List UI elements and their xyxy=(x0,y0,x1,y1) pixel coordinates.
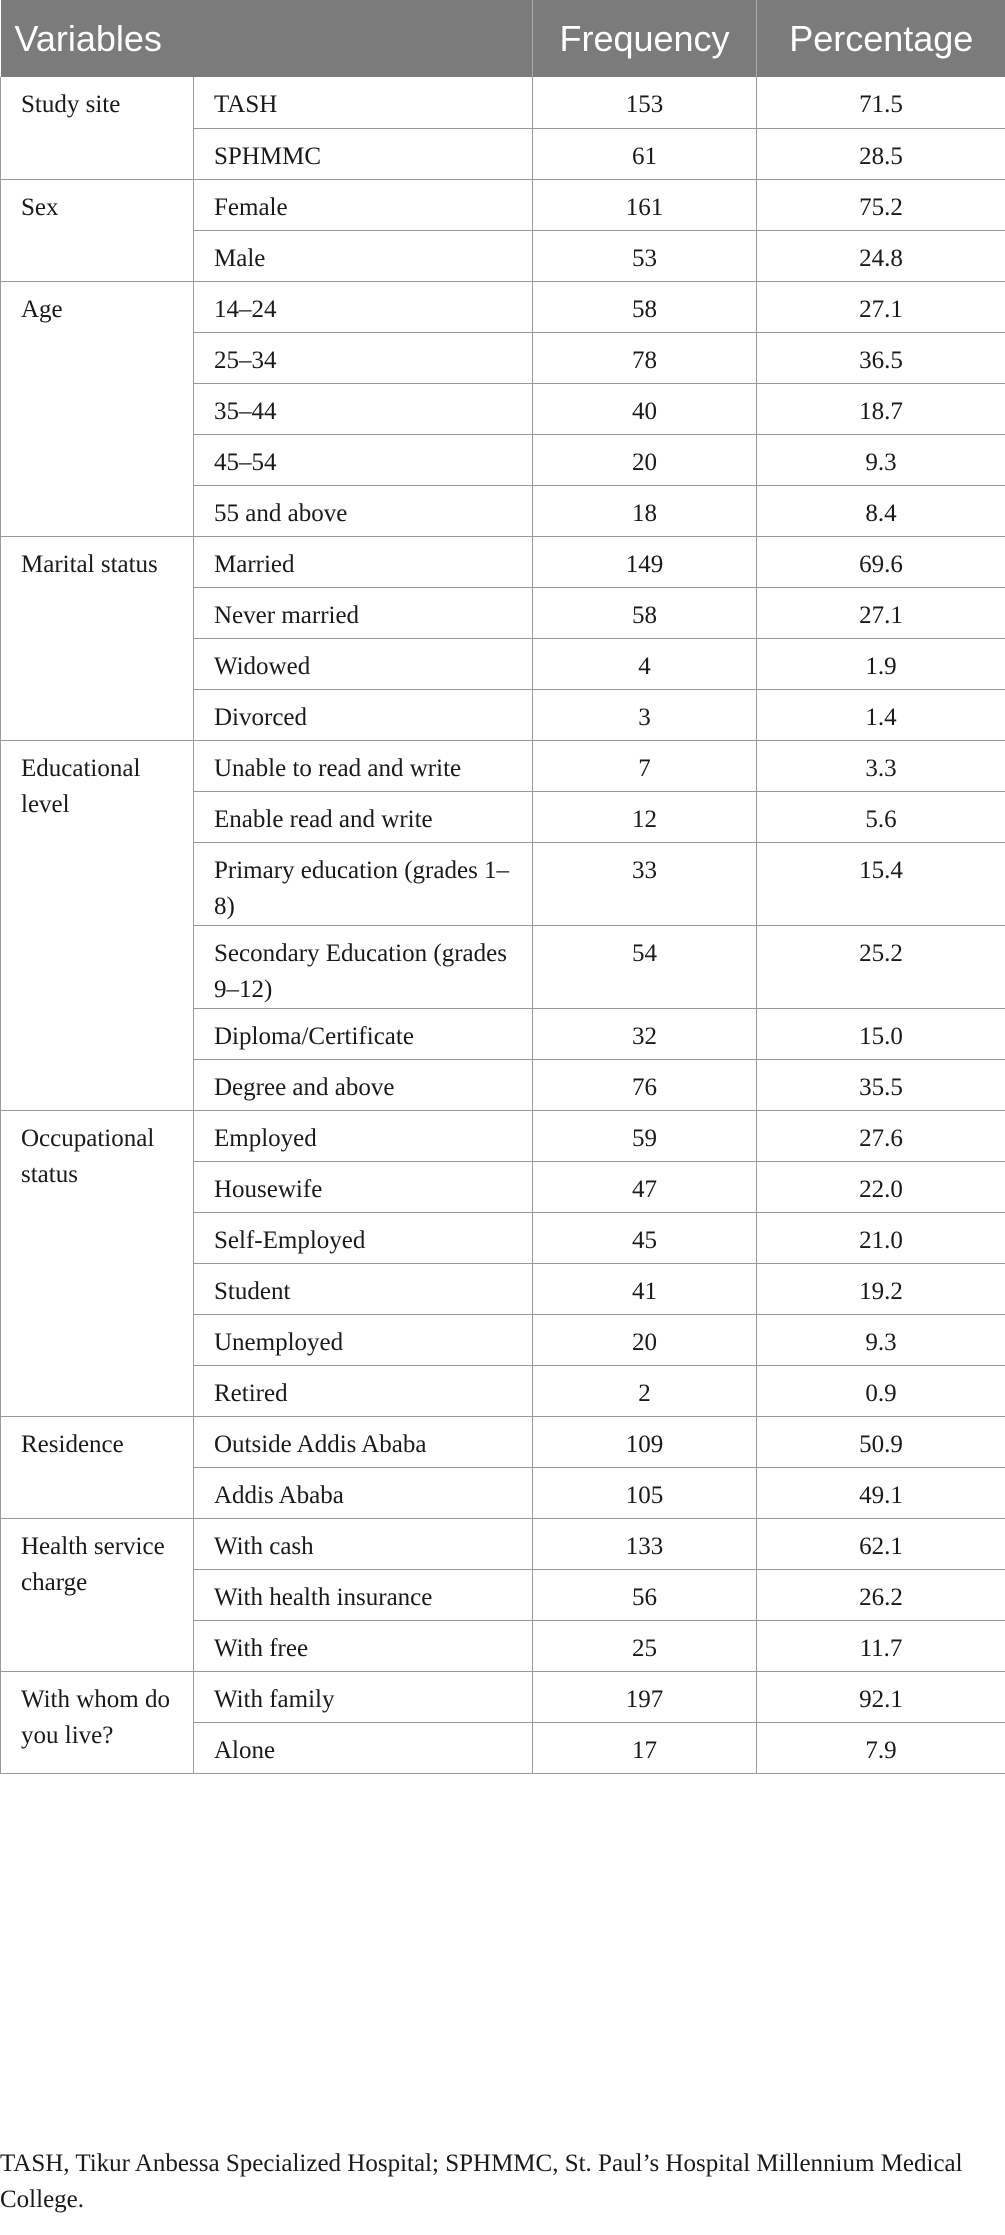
frequency-cell: 2 xyxy=(533,1365,757,1416)
header-frequency: Frequency xyxy=(533,0,757,77)
category-cell: Employed xyxy=(194,1110,533,1161)
table-row xyxy=(1,281,1005,332)
frequency-cell: 32 xyxy=(533,1008,757,1059)
category-cell: With family xyxy=(194,1671,533,1722)
frequency-cell: 33 xyxy=(533,842,757,925)
category-cell: Retired xyxy=(194,1365,533,1416)
category-cell: Married xyxy=(194,536,533,587)
variable-cell: Occupational status xyxy=(1,1110,194,1416)
percentage-cell: 1.4 xyxy=(757,689,1005,740)
variable-cell: Age xyxy=(1,281,194,536)
percentage-cell: 7.9 xyxy=(757,1722,1005,1773)
percentage-cell: 25.2 xyxy=(757,925,1005,1008)
category-cell: With free xyxy=(194,1620,533,1671)
frequency-cell: 76 xyxy=(533,1059,757,1110)
variable-cell: Study site xyxy=(1,77,194,179)
category-cell: Unable to read and write xyxy=(194,740,533,791)
frequency-cell: 4 xyxy=(533,638,757,689)
variable-cell: Residence xyxy=(1,1416,194,1518)
percentage-cell: 9.3 xyxy=(757,434,1005,485)
category-cell: With health insurance xyxy=(194,1569,533,1620)
category-cell: SPHMMC xyxy=(194,128,533,179)
category-cell: Widowed xyxy=(194,638,533,689)
category-cell: Housewife xyxy=(194,1161,533,1212)
category-cell: Alone xyxy=(194,1722,533,1773)
frequency-cell: 56 xyxy=(533,1569,757,1620)
frequency-cell: 149 xyxy=(533,536,757,587)
percentage-cell: 92.1 xyxy=(757,1671,1005,1722)
percentage-cell: 5.6 xyxy=(757,791,1005,842)
category-cell: Student xyxy=(194,1263,533,1314)
variable-cell: With whom do you live? xyxy=(1,1671,194,1773)
percentage-cell: 27.6 xyxy=(757,1110,1005,1161)
percentage-cell: 50.9 xyxy=(757,1416,1005,1467)
percentage-cell: 27.1 xyxy=(757,587,1005,638)
table-row xyxy=(1,1518,1005,1569)
percentage-cell: 9.3 xyxy=(757,1314,1005,1365)
category-cell: 25–34 xyxy=(194,332,533,383)
category-cell: Addis Ababa xyxy=(194,1467,533,1518)
table-row xyxy=(1,1110,1005,1161)
frequency-cell: 18 xyxy=(533,485,757,536)
frequency-cell: 109 xyxy=(533,1416,757,1467)
percentage-cell: 18.7 xyxy=(757,383,1005,434)
frequency-cell: 45 xyxy=(533,1212,757,1263)
category-cell: 45–54 xyxy=(194,434,533,485)
percentage-cell: 69.6 xyxy=(757,536,1005,587)
category-cell: Female xyxy=(194,179,533,230)
frequency-cell: 58 xyxy=(533,281,757,332)
category-cell: Divorced xyxy=(194,689,533,740)
category-cell: Secondary Education (grades 9–12) xyxy=(194,925,533,1008)
frequency-cell: 59 xyxy=(533,1110,757,1161)
category-cell: Primary education (grades 1–8) xyxy=(194,842,533,925)
percentage-cell: 8.4 xyxy=(757,485,1005,536)
percentage-cell: 22.0 xyxy=(757,1161,1005,1212)
frequency-cell: 197 xyxy=(533,1671,757,1722)
frequency-cell: 53 xyxy=(533,230,757,281)
frequency-cell: 41 xyxy=(533,1263,757,1314)
percentage-cell: 71.5 xyxy=(757,77,1005,128)
category-cell: TASH xyxy=(194,77,533,128)
percentage-cell: 75.2 xyxy=(757,179,1005,230)
category-cell: Self-Employed xyxy=(194,1212,533,1263)
percentage-cell: 27.1 xyxy=(757,281,1005,332)
frequency-cell: 153 xyxy=(533,77,757,128)
table-footnote: TASH, Tikur Anbessa Specialized Hospital; SPHMMC, St. Paul’s Hospital Millennium Medical College. xyxy=(0,2150,963,2213)
percentage-cell: 19.2 xyxy=(757,1263,1005,1314)
frequency-cell: 7 xyxy=(533,740,757,791)
frequency-cell: 12 xyxy=(533,791,757,842)
percentage-cell: 24.8 xyxy=(757,230,1005,281)
percentage-cell: 1.9 xyxy=(757,638,1005,689)
category-cell: Degree and above xyxy=(194,1059,533,1110)
percentage-cell: 26.2 xyxy=(757,1569,1005,1620)
category-cell: Male xyxy=(194,230,533,281)
category-cell: Never married xyxy=(194,587,533,638)
frequency-cell: 161 xyxy=(533,179,757,230)
variable-cell: Health service charge xyxy=(1,1518,194,1671)
category-cell: 55 and above xyxy=(194,485,533,536)
frequency-cell: 20 xyxy=(533,434,757,485)
table-row xyxy=(1,740,1005,791)
frequency-cell: 61 xyxy=(533,128,757,179)
percentage-cell: 0.9 xyxy=(757,1365,1005,1416)
table-header xyxy=(1,0,1005,77)
category-cell: Unemployed xyxy=(194,1314,533,1365)
table-row xyxy=(1,536,1005,587)
frequency-cell: 20 xyxy=(533,1314,757,1365)
percentage-cell: 15.4 xyxy=(757,842,1005,925)
frequency-cell: 54 xyxy=(533,925,757,1008)
table-row xyxy=(1,179,1005,230)
percentage-cell: 36.5 xyxy=(757,332,1005,383)
table-row xyxy=(1,1671,1005,1722)
frequency-cell: 17 xyxy=(533,1722,757,1773)
frequency-cell: 133 xyxy=(533,1518,757,1569)
frequency-cell: 25 xyxy=(533,1620,757,1671)
category-cell: 14–24 xyxy=(194,281,533,332)
frequency-cell: 47 xyxy=(533,1161,757,1212)
percentage-cell: 62.1 xyxy=(757,1518,1005,1569)
percentage-cell: 11.7 xyxy=(757,1620,1005,1671)
frequency-cell: 58 xyxy=(533,587,757,638)
percentage-cell: 49.1 xyxy=(757,1467,1005,1518)
percentage-cell: 21.0 xyxy=(757,1212,1005,1263)
frequency-cell: 3 xyxy=(533,689,757,740)
frequency-cell: 40 xyxy=(533,383,757,434)
variable-cell: Marital status xyxy=(1,536,194,740)
category-cell: With cash xyxy=(194,1518,533,1569)
category-cell: Outside Addis Ababa xyxy=(194,1416,533,1467)
frequency-cell: 78 xyxy=(533,332,757,383)
table-row xyxy=(1,1416,1005,1467)
percentage-cell: 15.0 xyxy=(757,1008,1005,1059)
table-body xyxy=(1,77,1005,1773)
category-cell: 35–44 xyxy=(194,383,533,434)
header-percentage: Percentage xyxy=(757,0,1005,77)
category-cell: Enable read and write xyxy=(194,791,533,842)
category-cell: Diploma/Certificate xyxy=(194,1008,533,1059)
header-variables: Variables xyxy=(1,0,533,77)
percentage-cell: 3.3 xyxy=(757,740,1005,791)
frequency-cell: 105 xyxy=(533,1467,757,1518)
percentage-cell: 35.5 xyxy=(757,1059,1005,1110)
table-row xyxy=(1,77,1005,128)
variable-cell: Sex xyxy=(1,179,194,281)
variable-cell: Educational level xyxy=(1,740,194,1110)
percentage-cell: 28.5 xyxy=(757,128,1005,179)
